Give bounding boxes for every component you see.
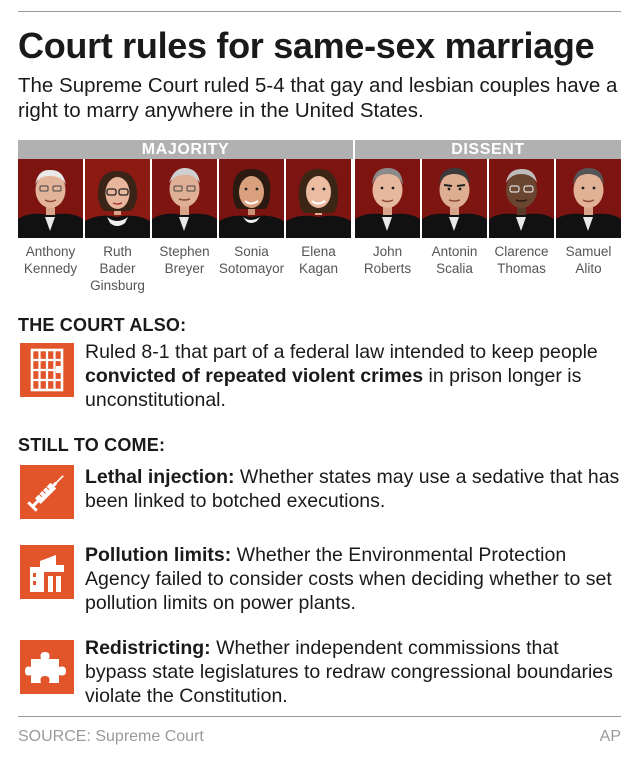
court-also-text-emphasis: convicted of repeated violent crimes (85, 365, 424, 387)
justice-row (18, 159, 621, 299)
item-body: Whether states may use a sedative that has been linked to botched executions. (85, 466, 620, 512)
justice-name (148, 243, 221, 277)
ap-credit: AP (599, 728, 621, 745)
justice-name (81, 243, 154, 294)
item-heading: Lethal injection: (85, 466, 235, 488)
justice-portrait (286, 159, 351, 238)
justice-name (485, 243, 558, 277)
justice-name-line: Anthony (25, 244, 76, 259)
justice-portrait (85, 159, 150, 238)
justice-name-line: Thomas (497, 261, 546, 276)
justice-name-line: Sotomayor (218, 261, 285, 276)
lethal-injection-text (85, 465, 625, 513)
item-heading: Redistricting: (85, 637, 211, 659)
justice-portrait (556, 159, 621, 238)
headline: Court rules for same-sex marriage (18, 25, 595, 66)
factory-icon (20, 545, 74, 599)
justice-name-line: Alito (575, 261, 602, 276)
justice-name-line: Kagan (298, 261, 339, 276)
justice-portrait (355, 159, 420, 238)
justice-name-line: Samuel (565, 244, 612, 259)
justice-name-line: Ginsburg (90, 278, 145, 293)
justice-name-line: Sonia (234, 244, 269, 259)
justice-name-line: Scalia (436, 261, 473, 276)
justice-name (282, 243, 355, 277)
court-also-title: THE COURT ALSO: (18, 315, 187, 335)
pollution-limits-text (85, 543, 625, 615)
justice-name (14, 243, 87, 277)
justice-name-line: Antonin (431, 244, 478, 259)
justice-portrait (422, 159, 487, 238)
justice-name-line: Roberts (363, 261, 412, 276)
item-heading: Pollution limits: (85, 544, 232, 566)
item-body: Whether the Environmental Protection Agency failed to consider costs when deciding whether to set pollution limits on power plants. (85, 544, 612, 614)
justice-portrait (219, 159, 284, 238)
justice-portrait (489, 159, 554, 238)
item-body: Whether independent commissions that bypass state legislatures to redraw congressional boundaries violate the Constitution. (85, 637, 613, 707)
court-also-text-part: Ruled 8-1 that part of a federal law intended to keep people (85, 341, 598, 363)
justice-name-line: John (372, 244, 403, 259)
subhead: The Supreme Court ruled 5-4 that gay and lesbian couples have a right to marry anywhere in the United States. (18, 74, 618, 122)
justice-portrait (152, 159, 217, 238)
puzzle-piece-icon (20, 640, 74, 694)
justice-name (418, 243, 491, 277)
court-also-text-part: in prison longer is unconstitutional. (85, 365, 582, 411)
court-also-text (85, 340, 625, 412)
top-rule (18, 11, 621, 12)
justice-name (351, 243, 424, 277)
prison-gate-icon (20, 343, 74, 397)
redistricting-text (85, 636, 625, 708)
bottom-rule (18, 716, 621, 717)
dissent-label: DISSENT (355, 140, 621, 159)
majority-label: MAJORITY (18, 140, 353, 159)
justice-name-line: Bader (99, 261, 136, 276)
justice-name-line: Breyer (164, 261, 205, 276)
justice-name-line: Kennedy (23, 261, 78, 276)
source-credit: SOURCE: Supreme Court (18, 728, 204, 745)
justice-name (215, 243, 288, 277)
justice-name (552, 243, 625, 277)
justice-name-line: Clarence (494, 244, 549, 259)
justice-portrait (18, 159, 83, 238)
syringe-icon (20, 465, 74, 519)
justice-name-line: Stephen (159, 244, 210, 259)
justice-name-line: Elena (301, 244, 336, 259)
justice-name-line: Ruth (103, 244, 132, 259)
still-to-come-title: STILL TO COME: (18, 435, 166, 455)
